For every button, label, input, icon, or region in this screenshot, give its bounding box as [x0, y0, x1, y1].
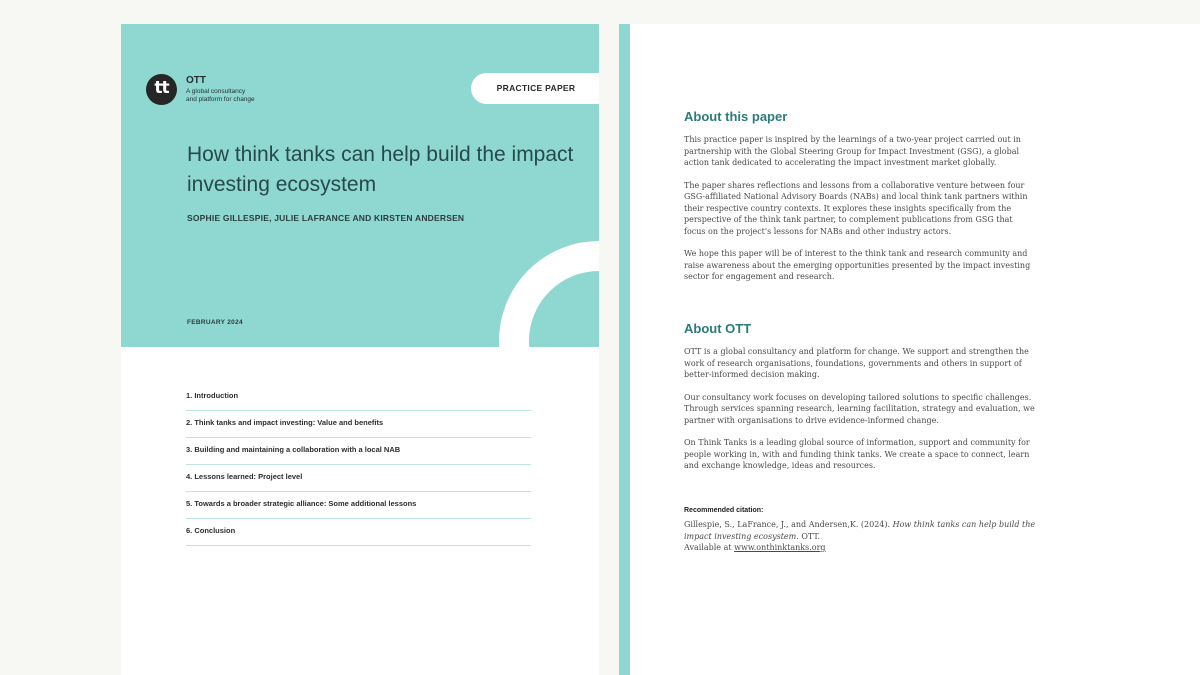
about-ott-paragraph: OTT is a global consultancy and platform for change. We support and strengthen the work of research organisations, foundations, governments and others in support of better-informed decision making.	[684, 347, 1029, 379]
cover-page	[121, 24, 599, 675]
toc-item[interactable]: 5. Towards a broader strategic alliance: Some additional lessons	[186, 492, 531, 519]
citation-link[interactable]: www.onthinktanks.org	[734, 543, 826, 552]
cover-authors: SOPHIE GILLESPIE, JULIE LAFRANCE AND KIRSTEN ANDERSEN	[187, 213, 465, 223]
table-of-contents	[186, 384, 531, 546]
cover-banner	[121, 24, 599, 347]
citation-suffix: . OTT.	[796, 531, 821, 541]
org-block	[186, 75, 306, 104]
citation-title: How think tanks can help build the impact investing ecosystem	[684, 520, 1036, 541]
about-paper-paragraph: We hope this paper will be of interest to the think tank and research community and raise awareness about the emerging opportunities presented by the impact investing sector for engagement and research.	[684, 249, 1031, 281]
citation-prefix: Gillespie, S., LaFrance, J., and Andersen,K. (2024).	[684, 520, 891, 529]
toc-item[interactable]: 2. Think tanks and impact investing: Value and benefits	[186, 411, 531, 438]
citation-label: Recommended citation:	[684, 507, 764, 514]
practice-paper-badge: PRACTICE PAPER	[471, 73, 599, 104]
toc-item[interactable]: 4. Lessons learned: Project level	[186, 465, 531, 492]
toc-item[interactable]: 3. Building and maintaining a collaboration with a local NAB	[186, 438, 531, 465]
about-paper-heading: About this paper	[684, 109, 788, 124]
toc-item[interactable]: 6. Conclusion	[186, 519, 531, 546]
org-tagline: A global consultancy and platform for change	[186, 88, 255, 103]
citation-block	[684, 507, 1036, 554]
page-divider-bar	[619, 24, 630, 675]
about-paper-section	[684, 109, 1036, 294]
about-ott-paragraph: Our consultancy work focuses on developing tailored solutions to specific challenges. Through services spanning research, learning facilitation, strategy and evaluation, we partner with organisations to drive evidence-informed change.	[684, 392, 1035, 425]
cover-title: How think tanks can help build the impact investing ecosystem	[187, 143, 574, 196]
org-name: OTT	[186, 75, 206, 86]
cover-date: FEBRUARY 2024	[187, 319, 243, 326]
toc-item[interactable]: 1. Introduction	[186, 384, 531, 411]
about-paper-paragraph: The paper shares reflections and lessons from a collaborative venture between four GSG-affiliated National Advisory Boards (NABs) and local think tank partners within their respective country contexts. It explores these insights specifically from the perspective of the think tank partner, to complement publications from GSG that focus on the project's lessons for NABs and other industry actors.	[684, 180, 1028, 236]
about-ott-paragraph: On Think Tanks is a leading global source of information, support and community for people working in, with and funding think tanks. We create a space to connect, learn and exchange knowledge, ideas and resources.	[684, 438, 1030, 470]
about-page	[630, 24, 1200, 675]
about-ott-section	[684, 321, 1036, 483]
about-paper-paragraph: This practice paper is inspired by the learnings of a two-year project carried out in partnership with the Global Steering Group for Impact Investment (GSG), a global action tank dedicated to accelerating the impact investment market globally.	[684, 135, 1021, 167]
citation-available: Available at	[684, 543, 732, 552]
about-ott-heading: About OTT	[684, 321, 752, 336]
ott-logo: tt	[146, 74, 177, 105]
citation-text	[684, 519, 1036, 554]
